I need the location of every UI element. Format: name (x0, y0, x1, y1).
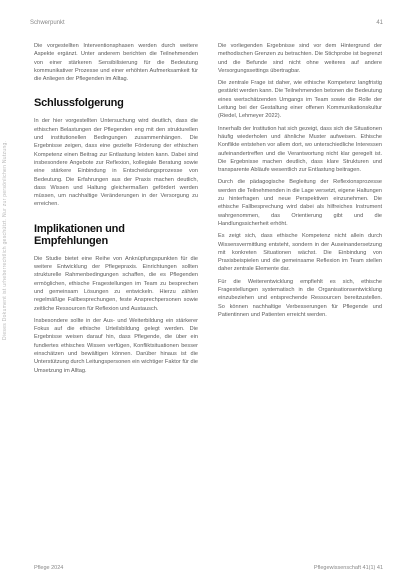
right-column (218, 42, 382, 323)
body-paragraph: Innerhalb der Institution hat sich gezeigt, dass sich die Situationen häufig wiederholen und ähnliche Muster aufweisen. Ethische Konflikte entstehen vor allem dort, wo unterschiedliche Interessen aufeinandertreffen und die Verantwortung nicht klar geregelt ist. Die Ergebnisse machen deutlich, dass klare Strukturen und transparente Abläufe wesentlich zur Entlastung beitragen. (218, 125, 382, 174)
intro-paragraph: Die vorgestellten Interventionsphasen werden durch weitere Aspekte ergänzt. Unter anderem berichten die Teilnehmenden von einer stärkeren Sensibilisierung für die Bedeutung kommunikativer Prozesse und einer erhöhten Aufmerksamkeit für die Anliegen der Pflegenden im Alltag. (34, 43, 198, 83)
body-paragraph: Die vorliegenden Ergebnisse sind vor dem Hintergrund der methodischen Grenzen zu betrachten. Die Stichprobe ist begrenzt und die Befunde sind nicht ohne weiteres auf andere Versorgungssettings übertragbar. (218, 43, 382, 74)
footer-left: Pflege 2024 (34, 565, 64, 571)
body-paragraph: Für die Weiterentwicklung empfiehlt es sich, ethische Fragestellungen systematisch in die Organisationsentwicklung einzubeziehen und entsprechende Ressourcen bereitzustellen. So können nachhaltige Verbesserungen für Pflegende und Patientinnen und Patienten erreicht werden. (218, 278, 382, 318)
footer-right: Pflegewissenschaft 41(1) 41 (313, 565, 383, 571)
running-title: Schwerpunkt (30, 20, 65, 26)
left-column (34, 42, 198, 379)
section-heading-conclusion: Schlussfolgerung (34, 97, 124, 110)
body-paragraph: Die zentrale Frage ist daher, wie ethische Kompetenz langfristig gestärkt werden kann. Die Teilnehmenden betonen die Bedeutung eines wertschätzenden Umgangs im Team sowie die Rolle der Leitung bei der Gestaltung einer offenen Kommunikationskultur (Riedel, Lehmeyer 2022). (218, 80, 382, 120)
sidebar-copyright-text: Dieses Dokument ist urheberrechtlich geschützt. Nur zur persönlichen Nutzung. (2, 140, 8, 340)
implications-paragraph: Insbesondere sollte in der Aus- und Weiterbildung ein stärkerer Fokus auf die ethische Urteilsbildung gelegt werden. Die Ergebnisse weisen darauf hin, dass Pflegende, die über ein fundiertes ethisches Wissen verfügen, Konfliktsituationen besser einschätzen und bewältigen können. Darüber hinaus ist die Unterstützung durch Leitungspersonen ein wichtiger Faktor für die Umsetzung im Alltag. (34, 317, 198, 374)
body-paragraph: Durch die pädagogische Begleitung der Reflexionsprozesse werden die Teilnehmenden in die Lage versetzt, eigene Haltungen zu hinterfragen und neue Perspektiven einzunehmen. Die ethische Fallbesprechung wird dabei als hilfreiches Instrument wahrgenommen, das Orientierung gibt und die Handlungssicherheit erhöht. (218, 179, 382, 227)
implications-paragraph: Die Studie bietet eine Reihe von Anknüpfungspunkten für die weitere Entwicklung der Pflegepraxis. Einrichtungen sollten strukturelle Rahmenbedingungen schaffen, die es Pflegenden ermöglichen, ethische Fragestellungen im Team zu besprechen und gemeinsam Lösungen zu entwickeln. Hierzu zählen regelmäßige Fallbesprechungen, feste Ansprechpersonen sowie zeitliche Ressourcen für Reflexion und Austausch. (34, 255, 198, 312)
page-number: 41 (376, 20, 383, 26)
section-heading-implications: Implikationen und Empfehlungen (34, 222, 125, 247)
body-paragraph: Es zeigt sich, dass ethische Kompetenz nicht allein durch Wissensvermittlung entsteht, sondern in der Auseinandersetzung mit konkreten Situationen wächst. Die Einbindung von Praxisbeispielen und die gemeinsame Reflexion im Team stellen daher zentrale Elemente dar. (218, 233, 382, 273)
conclusion-paragraph: In der hier vorgestellten Untersuchung wird deutlich, dass die ethischen Belastungen der Pflegenden eng mit den strukturellen und institutionellen Bedingungen zusammenhängen. Die Ergebnisse zeigen, dass eine gezielte Förderung der ethischen Kompetenz einen Beitrag zur Entlastung leisten kann. Dabei sind insbesondere Angebote zur Reflexion, kollegiale Beratung sowie eine stärkere Einbindung in Entscheidungsprozesse von Bedeutung. Die Erfahrungen aus der Praxis machen deutlich, dass Wissen und Haltung gleichermaßen gefördert werden müssen, um nachhaltige Veränderungen in der Versorgung zu erreichen. (34, 118, 198, 208)
